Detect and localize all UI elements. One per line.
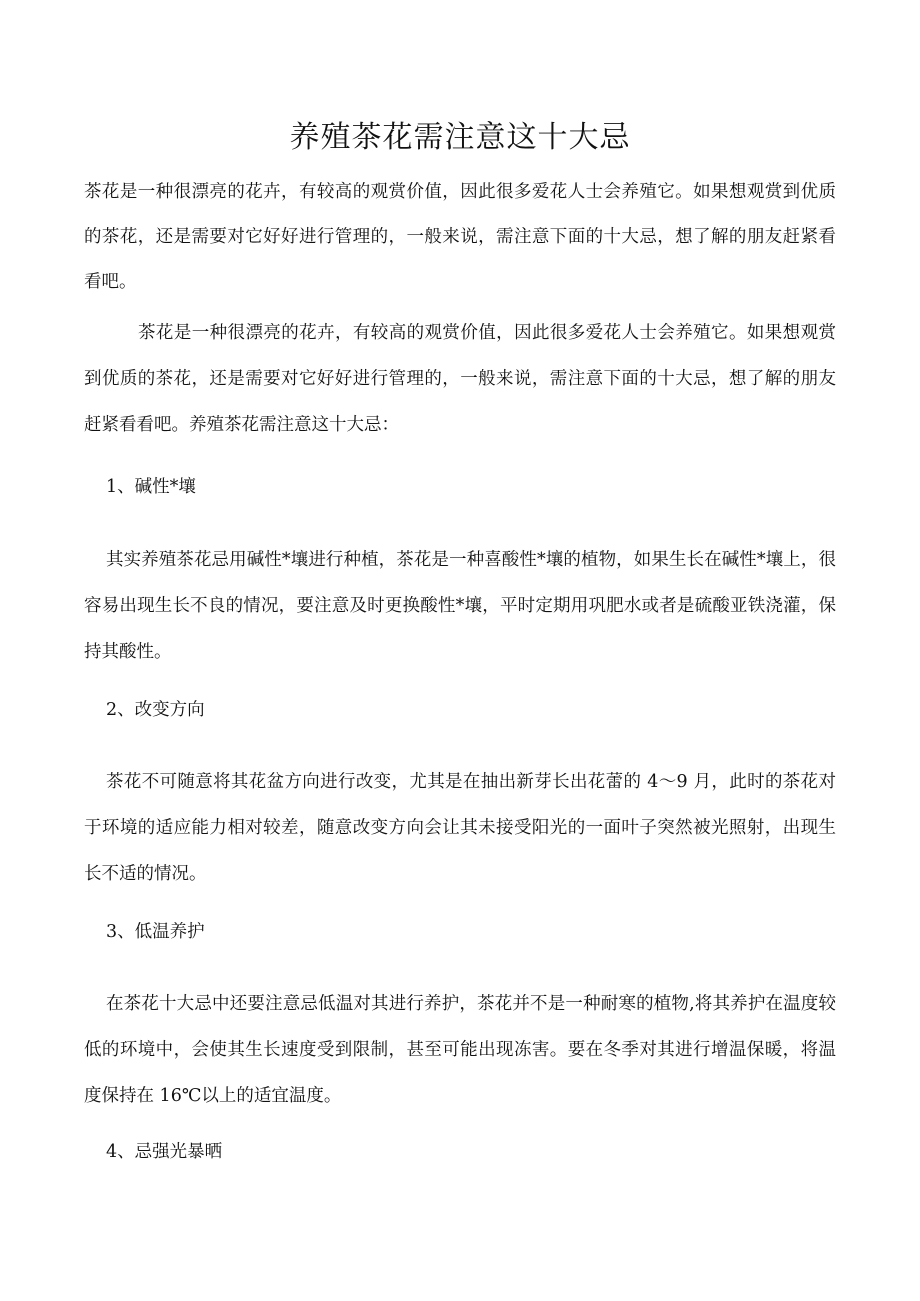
section-heading-1: 1、碱性*壤 <box>106 477 196 497</box>
section-heading-3: 3、低温养护 <box>106 922 205 942</box>
section-body-1: 其实养殖茶花忌用碱性*壤进行种植，茶花是一种喜酸性*壤的植物，如果生长在碱性*壤上，很容易出现生长不良的情况，要注意及时更换酸性*壤，平时定期用巩肥水或者是硫酸亚铁浇灌，保持其酸性。 <box>84 550 836 662</box>
intro-paragraph-1: 茶花是一种很漂亮的花卉，有较高的观赏价值，因此很多爱花人士会养殖它。如果想观赏到优质的茶花，还是需要对它好好进行管理的，一般来说，需注意下面的十大忌，想了解的朋友赶紧看看吧。 <box>84 182 836 292</box>
section-body-2: 茶花不可随意将其花盆方向进行改变，尤其是在抽出新芽长出花蕾的 4～9 月，此时的茶花对于环境的适应能力相对较差，随意改变方向会让其未接受阳光的一面叶子突然被光照射，出现生长不适的情况。 <box>84 772 836 884</box>
document-title: 养殖茶花需注意这十大忌 <box>289 120 631 155</box>
section-body-3: 在茶花十大忌中还要注意忌低温对其进行养护，茶花并不是一种耐寒的植物,将其养护在温度较低的环境中，会使其生长速度受到限制，甚至可能出现冻害。要在冬季对其进行增温保暖，将温度保持在 16℃以上的适宜温度。 <box>84 994 836 1106</box>
intro-paragraph-2: 茶花是一种很漂亮的花卉，有较高的观赏价值，因此很多爱花人士会养殖它。如果想观赏到优质的茶花，还是需要对它好好进行管理的，一般来说，需注意下面的十大忌，想了解的朋友赶紧看看吧。养殖茶花需注意这十大忌： <box>84 323 836 435</box>
section-heading-4: 4、忌强光暴晒 <box>106 1142 223 1162</box>
section-heading-2: 2、改变方向 <box>106 700 205 720</box>
